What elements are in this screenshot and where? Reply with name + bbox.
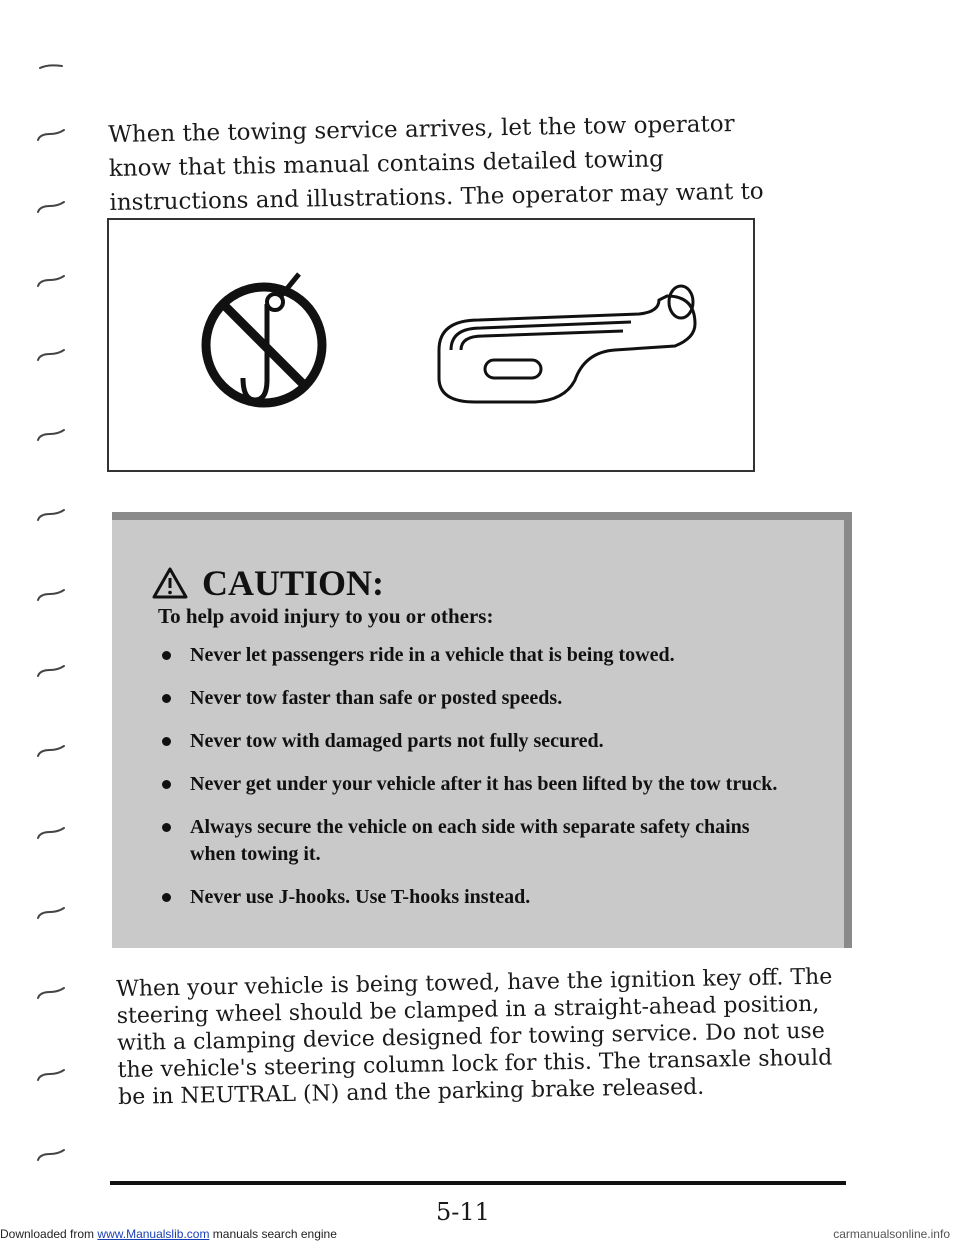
caution-list: [158, 642, 798, 927]
list-item: Always secure the vehicle on each side with separate safety chains when towing it.: [158, 814, 798, 868]
caution-intro: To help avoid injury to you or others:: [158, 604, 494, 628]
warning-triangle-icon: [152, 567, 188, 599]
list-item: Never let passengers ride in a vehicle that is being towed.: [158, 642, 798, 669]
page-number: 5-11: [436, 1198, 490, 1226]
caution-box: [112, 512, 852, 948]
intro-paragraph: When the towing service arrives, let the tow operator know that this manual contains detailed towing instructions and illustrations. The operator may want to: [108, 111, 764, 216]
watermark: carmanualsonline.info: [833, 1227, 950, 1241]
footer-rule: [110, 1181, 846, 1185]
caution-title: CAUTION:: [202, 563, 385, 603]
list-item: Never tow with damaged parts not fully secured.: [158, 728, 798, 755]
t-hook-icon: [439, 286, 695, 402]
manualslib-link[interactable]: www.Manualslib.com: [97, 1227, 210, 1241]
list-item: Never tow faster than safe or posted speeds.: [158, 685, 798, 712]
binding-margin-marks: [30, 0, 80, 1242]
hook-diagram: [109, 220, 753, 470]
towing-hook-illustration: [107, 218, 755, 472]
footer-suffix: manuals search engine: [212, 1227, 337, 1241]
towing-instructions-paragraph: When your vehicle is being towed, have the ignition key off. The steering wheel should be clamped in a straight-ahead position, with a clamping device designed for towing service. Do not use the vehicle's steering column lock for this. The transaxle should be in NEUTRAL (N) and the parking brake released.: [116, 964, 833, 1110]
footer-prefix: Downloaded from: [0, 1227, 95, 1241]
list-item: Never use J-hooks. Use T-hooks instead.: [158, 884, 798, 911]
footer-source: [0, 1226, 337, 1242]
download-footer: [0, 1226, 960, 1242]
caution-heading: [152, 562, 384, 604]
list-item: Never get under your vehicle after it has been lifted by the tow truck.: [158, 771, 798, 798]
no-j-hook-icon: [206, 274, 322, 403]
